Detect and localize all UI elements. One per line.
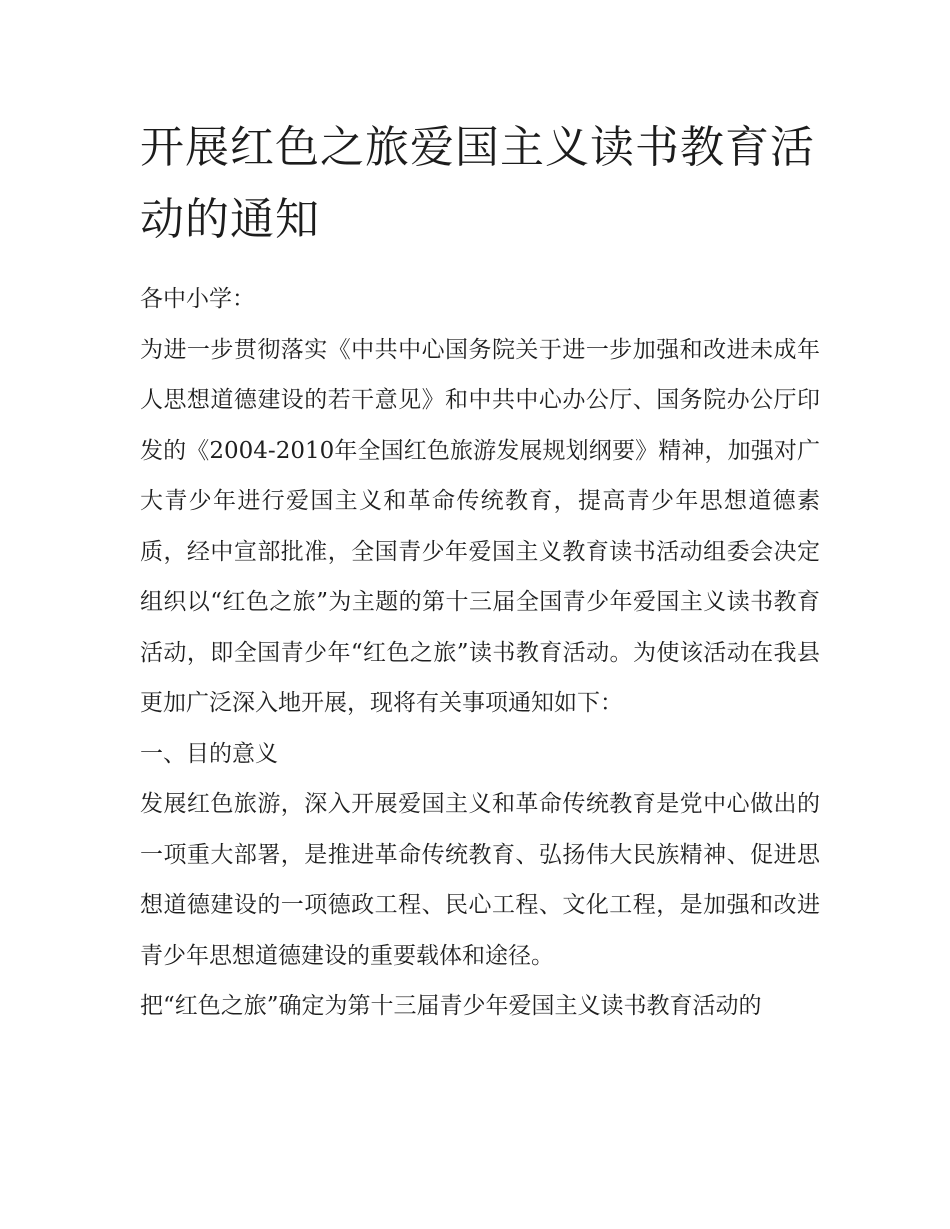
intro-paragraph: 为进一步贯彻落实《中共中心国务院关于进一步加强和改进未成年人思想道德建设的若干意见》和中共中心办公厅、国务院办公厅印发的《2004-2010年全国红色旅游发展规划纲要》精神，加强对广大青少年进行爱国主义和革命传统教育，提高青少年思想道德素质，经中宣部批准，全国青少年爱国主义教育读书活动组委会决定组织以“红色之旅”为主题的第十三届全国青少年爱国主义读书教育活动，即全国青少年“红色之旅”读书教育活动。为使该活动在我县更加广泛深入地开展，现将有关事项通知如下： [140,336,820,716]
salutation: 各中小学： [140,286,255,312]
section-paragraph: 把“红色之旅”确定为第十三届青少年爱国主义读书教育活动的 [140,993,762,1019]
section-paragraph: 发展红色旅游，深入开展爱国主义和革命传统教育是党中心做出的一项重大部署，是推进革命传统教育、弘扬伟大民族精神、促进思想道德建设的一项德政工程、民心工程、文化工程，是加强和改进青少年思想道德建设的重要载体和途径。 [140,791,820,969]
section-heading-purpose: 一、目的意义 [140,740,278,767]
document-page [140,112,820,1032]
document-title: 开展红色之旅爱国主义读书教育活动的通知 [140,122,815,245]
